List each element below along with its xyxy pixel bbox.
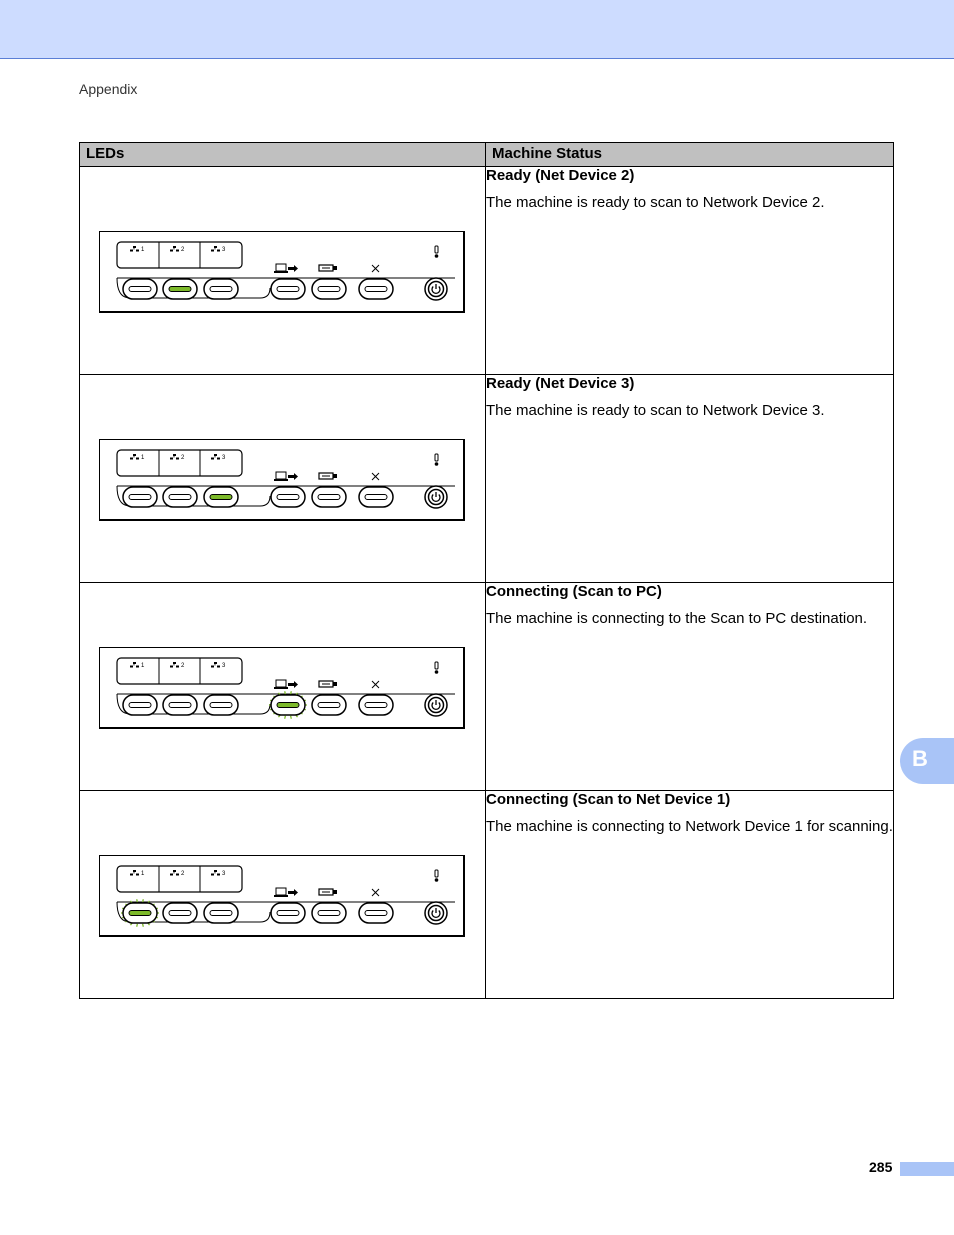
scan-to-pc-icon (274, 680, 298, 689)
led-panel-cell (80, 167, 486, 375)
power-button (425, 278, 447, 300)
status-description: The machine is connecting to Network Device 1 for scanning. (486, 818, 893, 835)
panel-button-stop (359, 487, 393, 507)
led-indicator (210, 287, 232, 292)
led-indicator (365, 287, 387, 292)
network-icon (130, 870, 139, 876)
top-band (0, 0, 954, 59)
blink-ray (137, 924, 138, 927)
network-icon (170, 454, 179, 460)
led-indicator (277, 703, 299, 708)
scan-to-usb-icon (319, 265, 337, 271)
power-button (425, 486, 447, 508)
panel-button-scan-to-pc (269, 691, 307, 719)
panel-button-stop (359, 695, 393, 715)
stop-icon (372, 889, 379, 896)
control-panel-diagram (99, 647, 465, 729)
panel-button-scan-to-usb (312, 487, 346, 507)
panel-svg (100, 232, 464, 312)
led-indicator (277, 495, 299, 500)
control-panel-diagram (99, 439, 465, 521)
network-number-label: 1 (141, 871, 145, 877)
led-indicator (129, 703, 151, 708)
led-panel-cell (80, 791, 486, 999)
network-number-label: 2 (181, 663, 185, 669)
blink-ray (143, 924, 144, 927)
panel-button-net-2 (163, 279, 197, 299)
scan-to-pc-icon (274, 888, 298, 897)
net-label-box (117, 866, 242, 892)
panel-button-net-3 (204, 487, 238, 507)
led-indicator (129, 495, 151, 500)
net-label-box (117, 658, 242, 684)
network-icon (211, 662, 220, 668)
network-number-label: 2 (181, 455, 185, 461)
panel-button-scan-to-usb (312, 695, 346, 715)
led-indicator (277, 911, 299, 916)
network-number-label: 2 (181, 871, 185, 877)
led-indicator (318, 703, 340, 708)
stop-icon (372, 265, 379, 272)
network-icon (211, 454, 220, 460)
status-description: The machine is ready to scan to Network Device 3. (486, 402, 825, 419)
network-number-label: 3 (222, 871, 226, 877)
error-indicator-icon (435, 246, 439, 258)
led-indicator (129, 911, 151, 916)
table-row (80, 583, 894, 791)
network-number-label: 1 (141, 247, 145, 253)
network-number-label: 3 (222, 663, 226, 669)
error-indicator-icon (435, 870, 439, 882)
network-icon (130, 454, 139, 460)
side-tab-letter: B (912, 746, 928, 771)
panel-button-net-2 (163, 903, 197, 923)
led-indicator (169, 911, 191, 916)
status-title: Ready (Net Device 2) (486, 167, 635, 184)
led-indicator (318, 495, 340, 500)
network-number-label: 3 (222, 455, 226, 461)
led-indicator (365, 911, 387, 916)
network-number-label: 1 (141, 455, 145, 461)
panel-button-scan-to-pc (271, 279, 305, 299)
panel-button-scan-to-usb (312, 903, 346, 923)
panel-button-net-2 (163, 695, 197, 715)
led-indicator (169, 495, 191, 500)
network-icon (170, 870, 179, 876)
panel-button-net-3 (204, 695, 238, 715)
column-header-leds: LEDs (80, 143, 486, 167)
blink-ray (285, 691, 286, 694)
led-indicator (210, 911, 232, 916)
scan-to-pc-icon (274, 472, 298, 481)
blink-ray (143, 899, 144, 902)
status-cell (486, 375, 894, 583)
led-indicator (365, 703, 387, 708)
panel-button-net-3 (204, 279, 238, 299)
panel-button-net-1 (123, 279, 157, 299)
scan-to-usb-icon (319, 473, 337, 479)
panel-button-net-3 (204, 903, 238, 923)
panel-svg (100, 440, 464, 520)
network-icon (170, 662, 179, 668)
blink-ray (291, 716, 292, 719)
status-title: Ready (Net Device 3) (486, 375, 635, 392)
panel-button-net-1 (123, 487, 157, 507)
led-indicator (210, 495, 232, 500)
network-icon (170, 246, 179, 252)
table-row (80, 167, 894, 375)
led-status-table (79, 142, 894, 999)
network-number-label: 1 (141, 663, 145, 669)
network-icon (130, 662, 139, 668)
control-panel-diagram (99, 855, 465, 937)
column-header-status: Machine Status (486, 143, 894, 167)
panel-button-scan-to-pc (271, 487, 305, 507)
status-description: The machine is connecting to the Scan to PC destination. (486, 610, 868, 627)
section-label: Appendix (79, 81, 138, 97)
status-cell (486, 167, 894, 375)
table-row (80, 375, 894, 583)
panel-svg (100, 648, 464, 728)
status-cell (486, 583, 894, 791)
network-icon (211, 870, 220, 876)
status-title: Connecting (Scan to Net Device 1) (486, 791, 731, 808)
error-indicator-icon (435, 454, 439, 466)
net-label-box (117, 242, 242, 268)
net-label-box (117, 450, 242, 476)
status-title: Connecting (Scan to PC) (486, 583, 662, 600)
network-icon (130, 246, 139, 252)
status-description: The machine is ready to scan to Network Device 2. (486, 194, 825, 211)
blink-ray (291, 691, 292, 694)
control-panel-diagram (99, 231, 465, 313)
led-indicator (169, 703, 191, 708)
led-indicator (210, 703, 232, 708)
panel-button-stop (359, 903, 393, 923)
table-row (80, 791, 894, 999)
panel-button-net-2 (163, 487, 197, 507)
scan-to-usb-icon (319, 681, 337, 687)
appendix-side-tab (900, 738, 954, 784)
blink-ray (285, 716, 286, 719)
network-number-label: 2 (181, 247, 185, 253)
stop-icon (372, 473, 379, 480)
panel-button-net-1 (121, 899, 159, 927)
led-indicator (318, 911, 340, 916)
status-cell (486, 791, 894, 999)
power-button (425, 694, 447, 716)
led-indicator (277, 287, 299, 292)
blink-ray (137, 899, 138, 902)
panel-button-stop (359, 279, 393, 299)
stop-icon (372, 681, 379, 688)
panel-button-net-1 (123, 695, 157, 715)
led-indicator (318, 287, 340, 292)
network-icon (211, 246, 220, 252)
error-indicator-icon (435, 662, 439, 674)
led-indicator (365, 495, 387, 500)
led-panel-cell (80, 375, 486, 583)
led-panel-cell (80, 583, 486, 791)
power-button (425, 902, 447, 924)
led-indicator (129, 287, 151, 292)
panel-button-scan-to-pc (271, 903, 305, 923)
scan-to-pc-icon (274, 264, 298, 273)
panel-button-scan-to-usb (312, 279, 346, 299)
scan-to-usb-icon (319, 889, 337, 895)
led-indicator (169, 287, 191, 292)
network-number-label: 3 (222, 247, 226, 253)
page-number: 285 (869, 1159, 893, 1175)
panel-svg (100, 856, 464, 936)
page-number-bar (900, 1162, 954, 1176)
